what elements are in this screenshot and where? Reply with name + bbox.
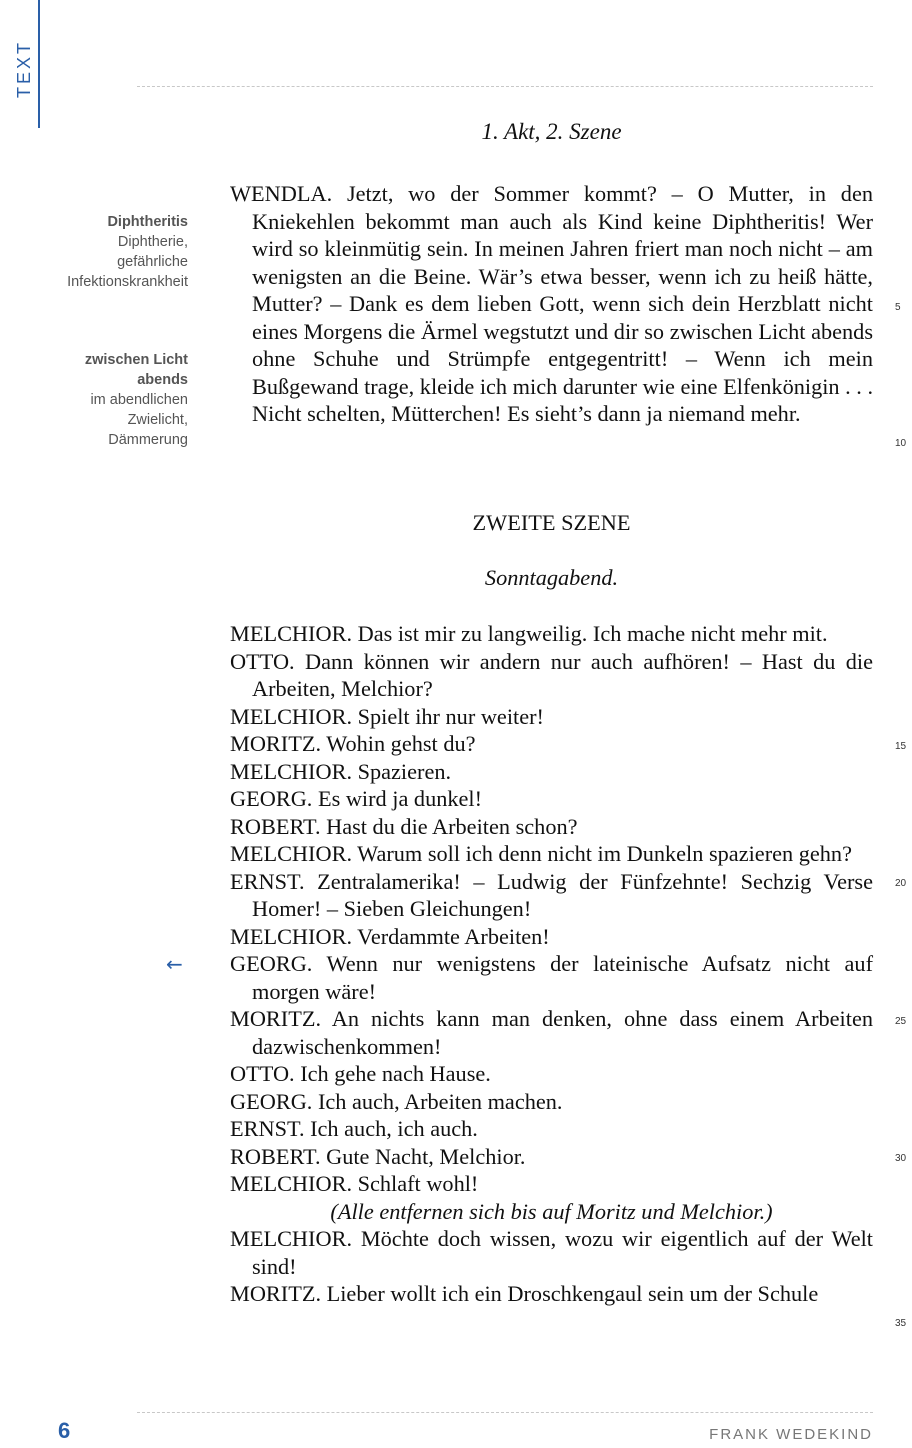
gloss-term: Diphtheritis [107, 214, 188, 230]
gloss-definition-line: Infektionskrankheit [67, 274, 188, 290]
dialogue-line: MELCHIOR. Spazieren. [230, 758, 452, 784]
line-number: 5 [895, 302, 901, 313]
dialogue-line: ERNST. Ich auch, ich auch. [230, 1116, 478, 1141]
author-name: FRANK WEDEKIND [709, 1426, 873, 1443]
scene-title: ZWEITE SZENE [472, 510, 631, 535]
gloss-term: zwischen Licht [84, 352, 188, 368]
speech-paragraph: WENDLA. Jetzt, wo der Sommer kommt? – O Mutter, in den Kniekehlen bekommt man auch als Kind keine Diphtheritis! Wer wird so kleinmütig sein. In meinen Jahren friert man noch nicht – am wenigsten an die Beine. Wär’s etwa besser, wenn ich zu heiß hätte, Mutter? – Dank es dem lieben Gott, wenn sich dein Herzblatt nicht eines Morgens die Ärmel wegstutzt und dir so zwischen Licht abends ohne Schuhe und Strümpfe entgegentritt! – Wenn ich mein Bußgewand trage, kleide ich mich darunter wie eine Elfenkönigin . . . Nicht schelten, Mütterchen! Es sieht’s dann ja niemand mehr. [230, 181, 874, 426]
gloss-term: abends [137, 372, 188, 388]
top-divider [137, 86, 873, 87]
dialogue-line: MELCHIOR. Schlaft wohl! [230, 1171, 479, 1196]
dialogue-line: ERNST. Zentralamerika! – Ludwig der Fünfzehnte! Sechzig Verse Homer! – Sieben Gleichungen! [230, 868, 873, 921]
side-tab-label: TEXT [14, 39, 34, 98]
dialogue-line: ROBERT. Hast du die Arbeiten schon? [230, 813, 578, 839]
gloss-diphtheritis [18, 212, 188, 292]
dialogue-line: MELCHIOR. Spielt ihr nur weiter! [230, 703, 544, 729]
dialogue-line: MELCHIOR. Das ist mir zu langweilig. Ich mache nicht mehr mit. [230, 621, 828, 646]
left-arrow-icon: ← [166, 952, 183, 976]
dialogue-line: MORITZ. An nichts kann man denken, ohne dass einem Arbeiten dazwischenkommen! [230, 1006, 873, 1059]
gloss-definition-line: gefährliche [117, 254, 188, 270]
gloss-definition-line: im abendlichen [90, 392, 188, 408]
dialogue-line: MELCHIOR. Verdammte Arbeiten! [230, 923, 550, 949]
line-number: 10 [895, 438, 907, 449]
running-head: 1. Akt, 2. Szene [481, 119, 622, 144]
dialogue-line: OTTO. Ich gehe nach Hause. [230, 1061, 491, 1086]
gloss-definition-line: Dämmerung [108, 432, 188, 448]
dialogue-line: ROBERT. Gute Nacht, Melchior. [230, 1143, 526, 1169]
page-number: 6 [58, 1418, 71, 1443]
dialogue-line: MELCHIOR. Warum soll ich denn nicht im Dunkeln spazieren gehn? [230, 841, 852, 866]
dialogue-line: GEORG. Ich auch, Arbeiten machen. [230, 1088, 563, 1114]
stage-direction: (Alle entfernen sich bis auf Moritz und Melchior.) [330, 1198, 773, 1224]
line-number: 30 [895, 1153, 907, 1164]
scene-subtitle: Sonntagabend. [484, 565, 619, 590]
dialogue-line: MORITZ. Lieber wollt ich ein Droschkengaul sein um der Schule [230, 1281, 819, 1306]
line-number: 15 [895, 741, 907, 752]
wendla-speech [230, 180, 873, 428]
line-number: 35 [895, 1318, 907, 1329]
gloss-zwischen-licht [18, 350, 188, 450]
line-number: 25 [895, 1016, 907, 1027]
dialogue-line: MORITZ. Wohin gehst du? [230, 731, 476, 756]
gloss-definition-line: Zwielicht, [127, 412, 188, 428]
bottom-divider [137, 1412, 873, 1413]
dialogue-line: MELCHIOR. Möchte doch wissen, wozu wir eigentlich auf der Welt sind! [230, 1226, 873, 1279]
line-number: 20 [895, 878, 907, 889]
gloss-definition-line: Diphtherie, [117, 234, 188, 250]
dialogue-line: GEORG. Wenn nur wenigstens der lateinische Aufsatz nicht auf morgen wäre! [230, 951, 873, 1004]
dialogue-line: GEORG. Es wird ja dunkel! [230, 786, 483, 811]
dialogue-line: OTTO. Dann können wir andern nur auch aufhören! – Hast du die Arbeiten, Melchior? [230, 648, 873, 701]
side-tab [0, 0, 40, 128]
dialogue-block [230, 620, 873, 1308]
